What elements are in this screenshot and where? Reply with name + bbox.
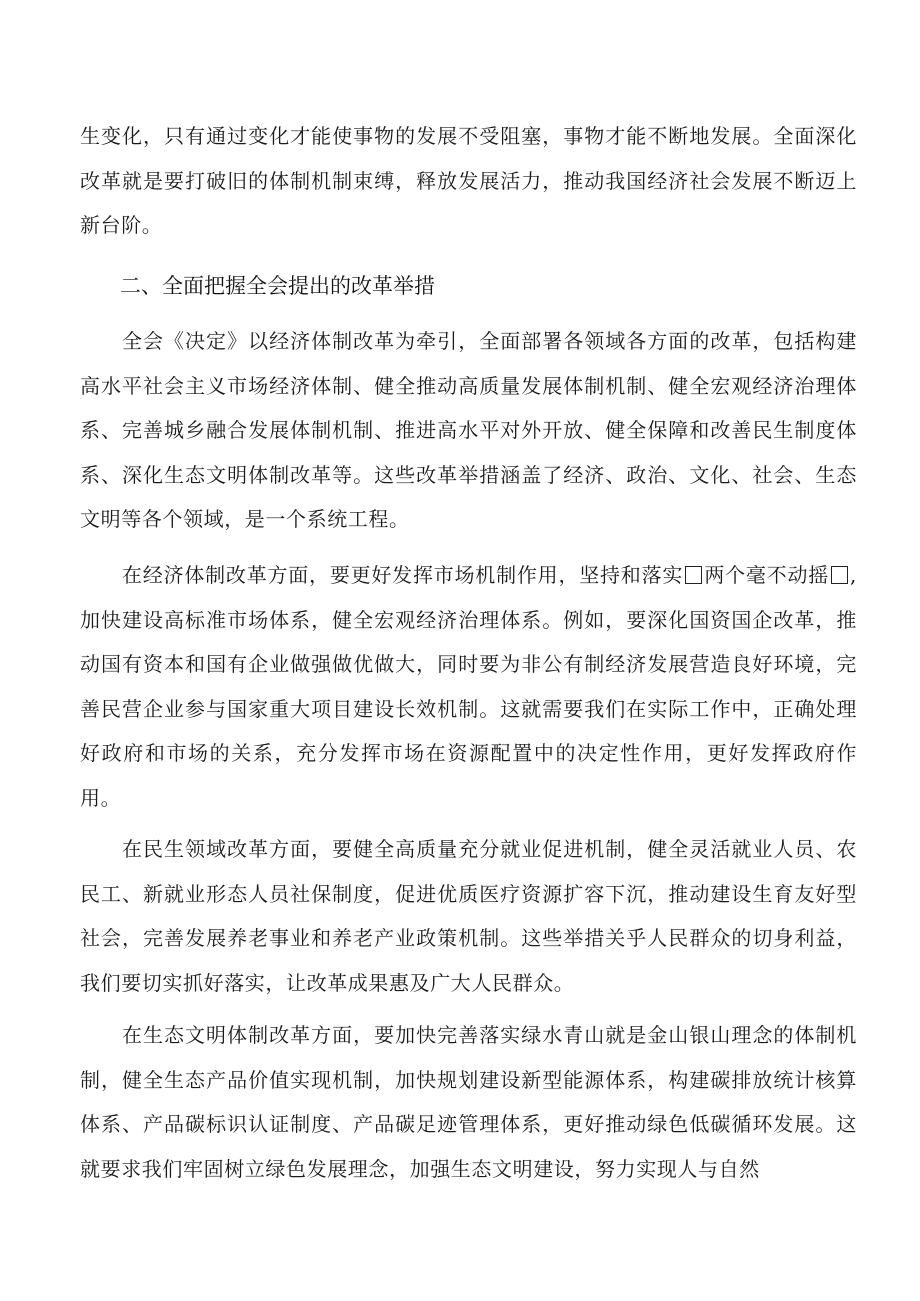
paragraph-economic-reform-part1: 在经济体制改革方面，要更好发挥市场机制作用，坚持和落实 — [122, 563, 684, 587]
paragraph-ecological-reform: 在生态文明体制改革方面，要加快完善落实绿水青山就是金山银山理念的体制机制，健全生态产品价值实现机制，加快规划建设新型能源体系，构建碳排放统计核算体系、产品碳标识认证制度、产品碳足迹管理体系，更好推动绿色低碳循环发展。这就要求我们牢固树立绿色发展理念，加强生态文明建设，努力实现人与自然 — [80, 1023, 857, 1181]
paragraph-economic-reform-quote: 两个毫不动摇 — [704, 563, 830, 587]
paragraph-economic-reform-part2: ,加快建设高标准市场体系，健全宏观经济治理体系。例如，要深化国资国企改革，推动国有资本和国有企业做强做优做大，同时要为非公有制经济发展营造良好环境，完善民营企业参与国家重大项目建设长效机制。这就需要我们在实际工作中，正确处理好政府和市场的关系，充分发挥市场在资源配置中的决定性作用，更好发挥政府作用。 — [80, 563, 857, 810]
section-heading: 二、全面把握全会提出的改革举措 — [120, 274, 435, 298]
paragraph-livelihood-reform: 在民生领域改革方面，要健全高质量充分就业促进机制，健全灵活就业人员、农民工、新就业形态人员社保制度，促进优质医疗资源扩容下沉，推动建设生育友好型社会，完善发展养老事业和养老产业政策机制。这些举措关乎人民群众的切身利益，我们要切实抓好落实，让改革成果惠及广大人民群众。 — [80, 837, 857, 995]
paragraph-intro-continuation: 生变化，只有通过变化才能使事物的发展不受阻塞，事物才能不断地发展。全面深化改革就是要打破旧的体制机制束缚，释放发展活力，推动我国经济社会发展不断迈上新台阶。 — [80, 124, 857, 237]
paragraph-decision-overview: 全会《决定》以经济体制改革为牵引，全面部署各领域各方面的改革，包括构建高水平社会主义市场经济体制、健全推动高质量发展体制机制、健全宏观经济治理体系、完善城乡融合发展体制机制、推进高水平对外开放、健全保障和改善民生制度体系、深化生态文明体制改革等。这些改革举措涵盖了经济、政治、文化、社会、生态文明等各个领域，是一个系统工程。 — [80, 329, 857, 531]
missing-glyph-box-close — [831, 566, 848, 584]
paragraph-economic-reform — [80, 553, 857, 820]
missing-glyph-box-open — [685, 566, 702, 584]
